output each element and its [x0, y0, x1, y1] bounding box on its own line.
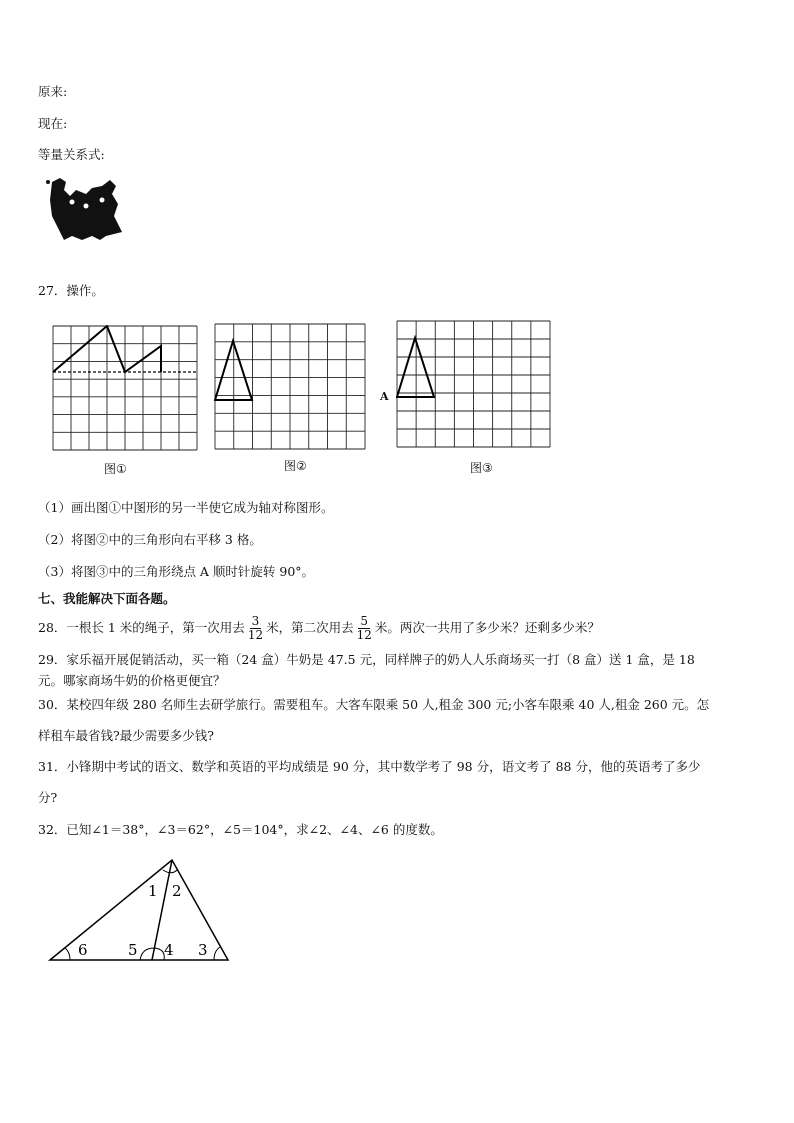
section-7-heading: 七、我能解决下面各题。 [38, 591, 176, 606]
q30-line-1: 30．某校四年级 280 名师生去研学旅行。需要租车。大客车限乘 50 人,租金 300 元;小客车限乘 40 人,租金 260 元。怎 [38, 697, 710, 712]
q29-line-1: 29．家乐福开展促销活动，买一箱（24 盒）牛奶是 47.5 元，同样牌子的奶人人乐商场买一打（8 盒）送 1 盒，是 18 [38, 652, 695, 667]
figure-1-caption: 图① [104, 462, 127, 476]
q28-fraction-1-numerator: 3 [251, 613, 260, 628]
q32-text: 32．已知∠1＝38°，∠3＝62°，∠5＝104°，求∠2、∠4、∠6 的度数。 [38, 822, 443, 837]
q27-task-1: （1）画出图①中图形的另一半使它成为轴对称图形。 [38, 500, 334, 515]
angle-label-4: 4 [164, 941, 174, 959]
q30-line-2: 样租车最省钱?最少需要多少钱? [38, 728, 214, 743]
q32-triangle-figure [44, 852, 238, 964]
q27-task-3: （3）将图③中的三角形绕点 A 顺时针旋转 90°。 [38, 564, 315, 579]
figure-3-caption: 图③ [470, 461, 493, 475]
q31-line-1: 31．小锋期中考试的语文、数学和英语的平均成绩是 90 分，其中数学考了 98 分，语文考了 88 分，他的英语考了多少 [38, 759, 701, 774]
q28-fraction-2-numerator: 5 [360, 613, 369, 628]
angle-label-5: 5 [128, 941, 138, 959]
q27-title: 27．操作。 [38, 283, 104, 298]
line-yuanlai: 原来: [38, 84, 68, 99]
line-dengliang: 等量关系式: [38, 147, 105, 162]
figure-1-grid [52, 325, 198, 451]
angle-label-1: 1 [148, 882, 158, 900]
q31-line-2: 分? [38, 790, 58, 805]
q28-fraction-1-denominator: 12 [247, 627, 264, 642]
angle-label-3: 3 [198, 941, 208, 959]
q28-fraction-1 [246, 615, 265, 642]
q28-part-1: 28．一根长 1 米的绳子，第一次用去 [38, 620, 245, 635]
angle-label-6: 6 [78, 941, 88, 959]
q28-part-3: 米。两次一共用了多少米？还剩多少米？ [374, 620, 600, 635]
q27-task-2: （2）将图②中的三角形向右平移 3 格。 [38, 532, 262, 547]
q28 [38, 610, 600, 646]
figure-3-point-label: A [380, 390, 389, 403]
line-xianzai: 现在: [38, 116, 68, 131]
figure-3-grid [396, 320, 551, 448]
girls-clipart-image [42, 176, 128, 242]
q28-fraction-2 [355, 615, 374, 642]
figure-3-triangle [397, 338, 434, 397]
q28-part-2: 米，第二次用去 [266, 620, 354, 635]
q29-line-2: 元。哪家商场牛奶的价格更便宜？ [38, 673, 226, 688]
q28-fraction-2-denominator: 12 [356, 627, 372, 642]
figure-2-grid [214, 323, 366, 450]
figure-2-caption: 图② [284, 459, 307, 473]
angle-label-2: 2 [172, 882, 182, 900]
